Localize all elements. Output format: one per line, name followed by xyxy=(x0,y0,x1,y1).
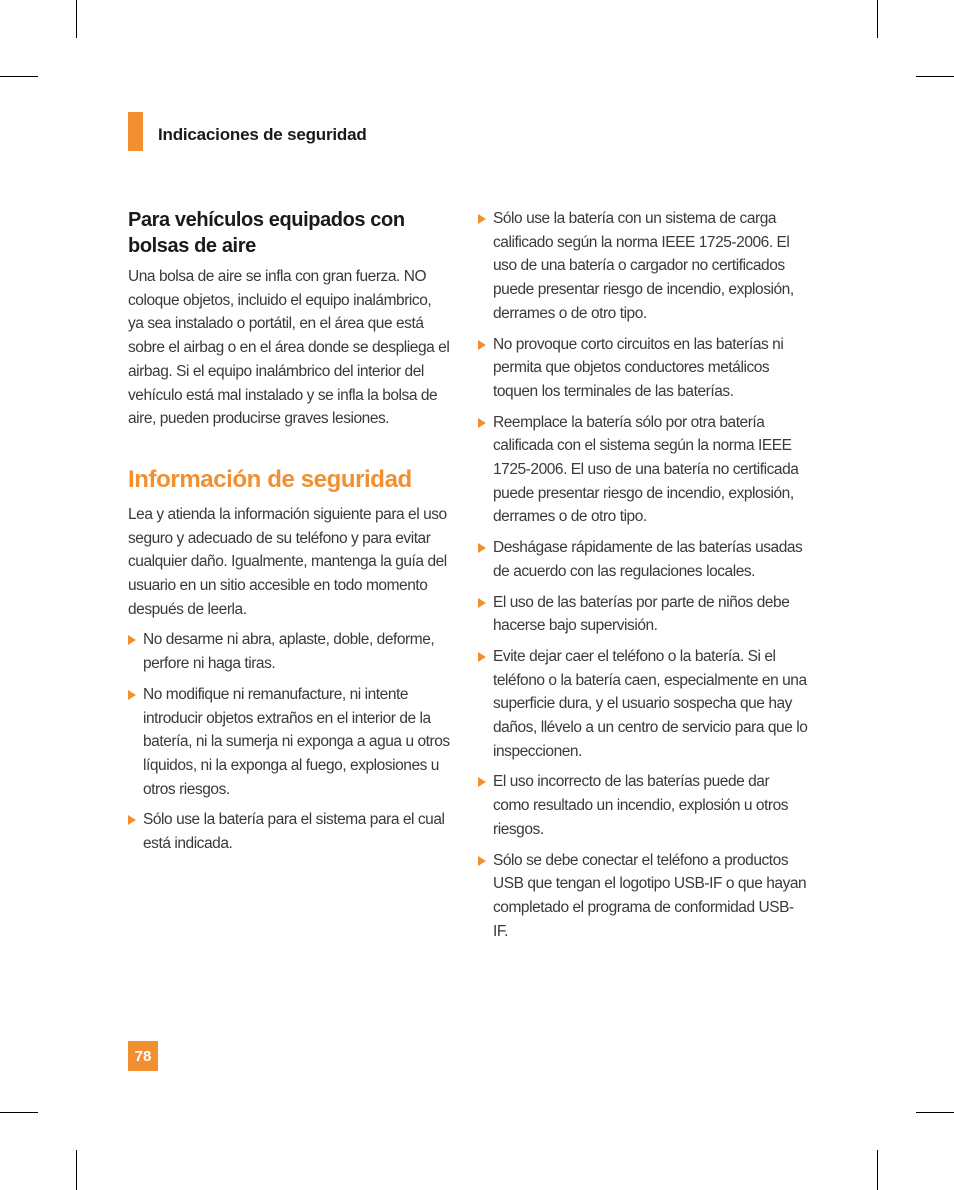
list-item xyxy=(478,411,808,530)
list-item-text: El uso de las baterías por parte de niños debe hacerse bajo supervisión. xyxy=(493,593,790,635)
list-item xyxy=(128,683,450,802)
list-item-text: Sólo use la batería para el sistema para el cual está indicada. xyxy=(143,811,445,853)
vehicle-paragraph: Una bolsa de aire se infla con gran fuerza. NO coloque objetos, incluido el equipo inalámbrico, ya sea instalado o portátil, en el área que está sobre el airbag o en el área donde se despliega el airbag. Si el equipo inalámbrico del interior del vehículo está mal instalado y se infla la bolsa de aire, pueden producirse graves lesiones. xyxy=(128,268,450,428)
left-bullet-list xyxy=(128,628,450,855)
header-accent-bar xyxy=(128,112,143,151)
list-item-text: Sólo use la batería con un sistema de carga calificado según la norma IEEE 1725-2006. El uso de una batería o cargador no certificados puede presentar riesgo de incendio, explosión, derrames o de otro tipo. xyxy=(493,210,794,322)
crop-mark xyxy=(76,0,77,38)
list-item-text: No desarme ni abra, aplaste, doble, deforme, perfore ni haga tiras. xyxy=(143,631,435,673)
list-item xyxy=(478,207,808,326)
list-item xyxy=(478,591,808,638)
bullet-arrow-icon xyxy=(128,635,136,645)
bullet-arrow-icon xyxy=(478,652,486,662)
bullet-arrow-icon xyxy=(478,777,486,787)
crop-mark xyxy=(877,1150,878,1190)
bullet-arrow-icon xyxy=(478,598,486,608)
crop-mark xyxy=(0,76,38,77)
bullet-arrow-icon xyxy=(478,418,486,428)
safety-intro: Lea y atienda la información siguiente para el uso seguro y adecuado de su teléfono y para evitar cualquier daño. Igualmente, mantenga la guía del usuario en un sitio accesible en todo momento después de leerla. xyxy=(128,505,447,618)
crop-mark xyxy=(916,1112,954,1113)
bullet-arrow-icon xyxy=(128,815,136,825)
bullet-arrow-icon xyxy=(478,543,486,553)
list-item xyxy=(478,536,808,583)
bullet-arrow-icon xyxy=(478,340,486,350)
page-number-badge xyxy=(128,1041,158,1071)
section-title: Indicaciones de seguridad xyxy=(158,125,367,144)
vehicle-heading: Para vehículos equipados con bolsas de aire xyxy=(128,209,405,257)
list-item-text: No modifique ni remanufacture, ni intente introducir objetos extraños en el interior de la batería, ni la sumerja ni exponga a agua u otros líquidos, ni la exponga al fuego, explosiones u otros riesgos. xyxy=(143,685,450,798)
bullet-arrow-icon xyxy=(128,690,136,700)
list-item-text: Reemplace la batería sólo por otra batería calificada con el sistema según la norma IEEE 1725-2006. El uso de una batería no certificada puede presentar riesgo de incendio, explosión, derrames o de otro tipo. xyxy=(493,413,799,526)
list-item-text: Evite dejar caer el teléfono o la batería. Si el teléfono o la batería caen, especialmente en una superficie dura, y el usuario sospecha que hay daños, llévelo a un centro de servicio para que lo inspeccionen. xyxy=(493,647,808,760)
bullet-arrow-icon xyxy=(478,856,486,866)
list-item xyxy=(128,628,450,675)
list-item xyxy=(128,808,450,855)
list-item-text: Sólo se debe conectar el teléfono a productos USB que tengan el logotipo USB-IF o que hayan completado el programa de conformidad USB-IF. xyxy=(493,851,807,940)
page-number: 78 xyxy=(134,1047,152,1065)
list-item xyxy=(478,770,808,841)
list-item xyxy=(478,645,808,764)
crop-mark xyxy=(916,76,954,77)
list-item-text: Deshágase rápidamente de las baterías usadas de acuerdo con las regulaciones locales. xyxy=(493,539,803,580)
list-item-text: No provoque corto circuitos en las baterías ni permita que objetos conductores metálicos toquen los terminales de las baterías. xyxy=(493,335,784,400)
left-column xyxy=(128,207,450,863)
crop-mark xyxy=(0,1112,38,1113)
bullet-arrow-icon xyxy=(478,214,486,224)
list-item xyxy=(478,333,808,404)
right-column xyxy=(478,207,808,950)
crop-mark xyxy=(877,0,878,38)
crop-mark xyxy=(76,1150,77,1190)
list-item-text: El uso incorrecto de las baterías puede dar como resultado un incendio, explosión u otros riesgos. xyxy=(493,773,789,838)
safety-heading: Información de seguridad xyxy=(128,465,412,493)
right-bullet-list xyxy=(478,207,808,943)
list-item xyxy=(478,849,808,944)
